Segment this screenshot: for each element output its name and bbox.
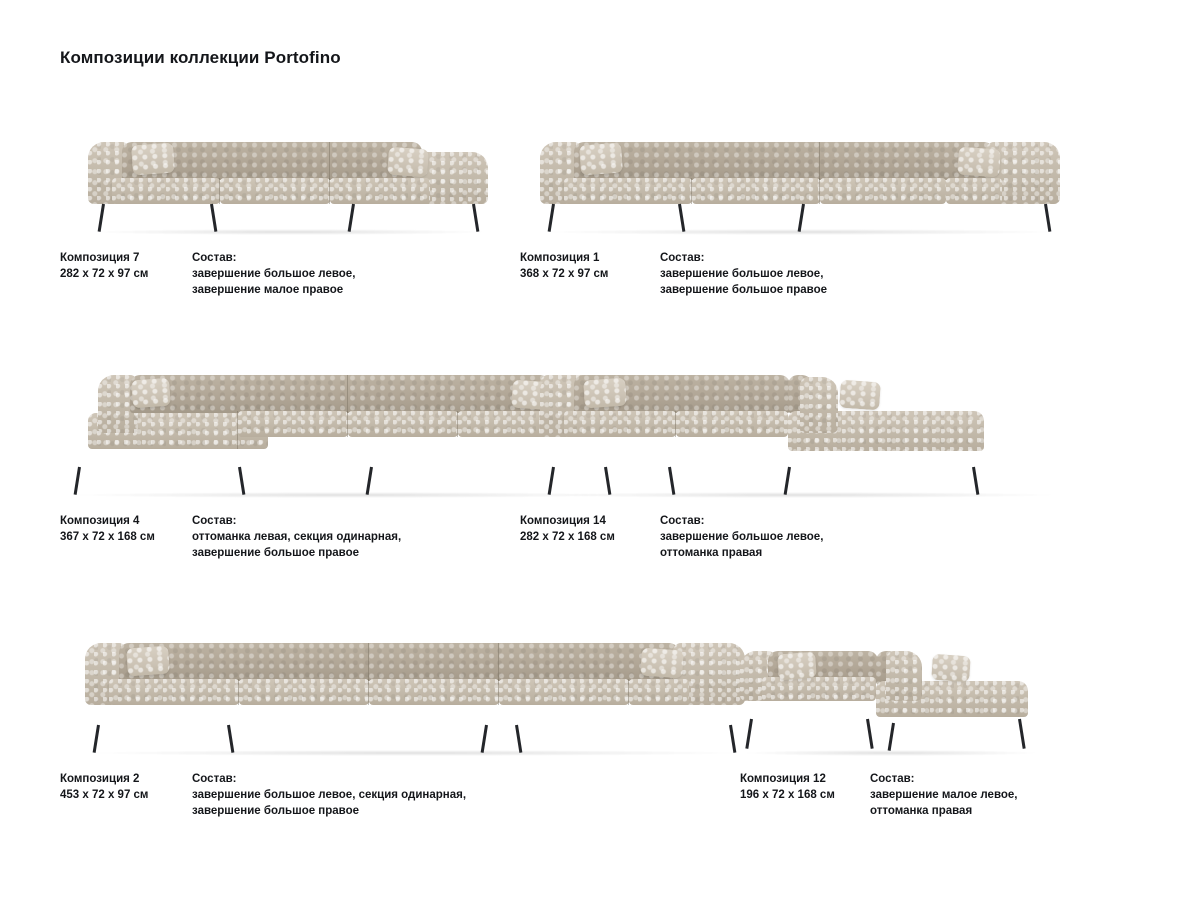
- composition-part-line: завершение малое левое,: [870, 789, 1018, 801]
- composition-card-2[interactable]: [0, 616, 740, 876]
- composition-caption-7: [60, 250, 520, 298]
- composition-spec-label: Состав:: [192, 773, 237, 785]
- composition-image-1: [520, 110, 1200, 250]
- composition-part-line: завершение большое левое, секция одинарная,: [192, 789, 467, 801]
- composition-caption-2: [60, 771, 740, 819]
- composition-dimensions: 282 x 72 x 97 см: [60, 268, 149, 280]
- composition-part-line: оттоманка правая: [870, 805, 973, 817]
- compositions-row: [0, 348, 1200, 616]
- composition-caption-1: [520, 250, 1200, 298]
- compositions-row: [0, 616, 1200, 876]
- composition-card-7[interactable]: [0, 110, 520, 348]
- composition-card-1[interactable]: [520, 110, 1200, 348]
- compositions-grid: [0, 110, 1200, 876]
- composition-name: Композиция 7: [60, 252, 140, 264]
- composition-card-12[interactable]: [740, 616, 1200, 876]
- composition-spec-label: Состав:: [870, 773, 915, 785]
- composition-image-4: [60, 348, 520, 513]
- composition-part-line: завершение большое правое: [192, 547, 360, 559]
- composition-dimensions: 196 x 72 x 168 см: [740, 789, 835, 801]
- composition-part-line: завершение большое левое,: [660, 531, 824, 543]
- composition-spec-label: Состав:: [660, 252, 705, 264]
- composition-image-2: [60, 616, 740, 771]
- composition-part-line: завершение большое правое: [660, 284, 828, 296]
- composition-spec-label: Состав:: [192, 252, 237, 264]
- composition-caption-12: [740, 771, 1200, 819]
- composition-image-7: [60, 110, 520, 250]
- composition-part-line: оттоманка левая, секция одинарная,: [192, 531, 402, 543]
- composition-part-line: завершение малое правое: [192, 284, 344, 296]
- composition-part-line: завершение большое правое: [192, 805, 360, 817]
- composition-part-line: завершение большое левое,: [660, 268, 824, 280]
- composition-image-12: [740, 616, 1200, 771]
- composition-image-14: [520, 348, 1200, 513]
- composition-name: Композиция 14: [520, 515, 606, 527]
- composition-card-4[interactable]: [0, 348, 520, 616]
- composition-part-line: завершение большое левое,: [192, 268, 356, 280]
- composition-spec-label: Состав:: [660, 515, 705, 527]
- composition-dimensions: 453 x 72 x 97 см: [60, 789, 149, 801]
- composition-dimensions: 282 x 72 x 168 см: [520, 531, 615, 543]
- composition-dimensions: 368 x 72 x 97 см: [520, 268, 609, 280]
- composition-spec-label: Состав:: [192, 515, 237, 527]
- compositions-row: [0, 110, 1200, 348]
- composition-card-14[interactable]: [520, 348, 1200, 616]
- page-title: Композиции коллекции Portofino: [60, 48, 341, 67]
- composition-caption-4: [60, 513, 520, 561]
- composition-dimensions: 367 x 72 x 168 см: [60, 531, 155, 543]
- composition-name: Композиция 4: [60, 515, 140, 527]
- composition-part-line: оттоманка правая: [660, 547, 763, 559]
- composition-name: Композиция 12: [740, 773, 826, 785]
- composition-name: Композиция 2: [60, 773, 140, 785]
- composition-caption-14: [520, 513, 1200, 561]
- composition-name: Композиция 1: [520, 252, 600, 264]
